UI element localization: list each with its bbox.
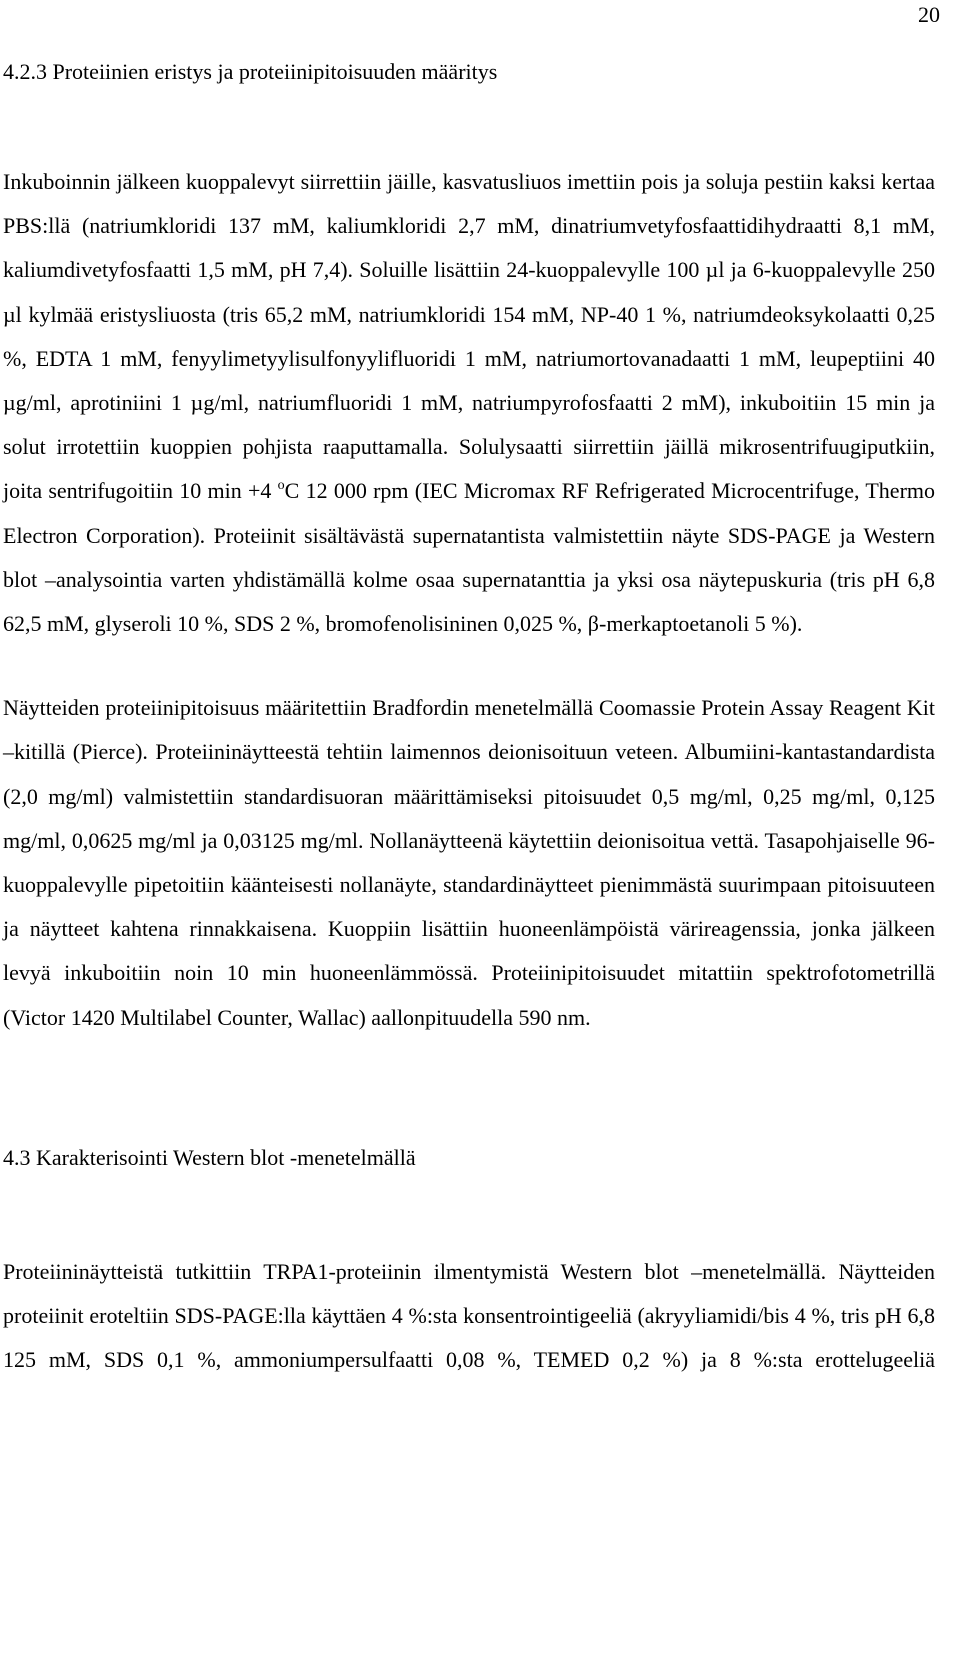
paragraph-text-part: Inkuboinnin jälkeen kuoppalevyt siirrettiin jäille, kasvatusliuos imettiin pois ja soluja pestiin kaksi kertaa PBS:llä (natriumkloridi 137 mM, kaliumkloridi 2,7 mM, dinatriumvetyfosfaattidihydraatti 8,1 mM, kaliumdivetyfosfaatti 1,5 mM, pH 7,4). Soluille lisättiin 24-kuoppalevylle 100 µl ja 6-kuoppalevylle 250 µl kylmää eristysliuosta (tris 65,2 mM, natriumkloridi 154 mM, NP-40 1 %, natriumdeoksykolaatti 0,25 %, EDTA 1 mM, fenyylimetyylisulfonyylifluoridi 1 mM, natriumortovanadaatti 1 mM, leupeptiini 40 µg/ml, aprotiniini 1 µg/ml, natriumfluoridi 1 mM, natriumpyrofosfaatti 2 mM), inkuboitiin 15 min ja solut irrotettiin kuoppien pohjista raaputtamalla. Solulysaatti siirrettiin jäillä mikrosentrifuugiputkiin, joita sentrifugoitiin 10 min +4 [3, 169, 935, 504]
paragraph-protein-concentration: Näytteiden proteiinipitoisuus määritettiin Bradfordin menetelmällä Coomassie Protein Assay Reagent Kit –kitillä (Pierce). Proteiininäytteestä tehtiin laimennos deionisoituun veteen. Albumiini-kantastandardista (2,0 mg/ml) valmistettiin standardisuoran määrittämiseksi pitoisuudet 0,5 mg/ml, 0,25 mg/ml, 0,125 mg/ml, 0,0625 mg/ml ja 0,03125 mg/ml. Nollanäytteenä käytettiin deionisoitua vettä. Tasapohjaiselle 96-kuoppalevylle pipetoitiin käänteisesti nollanäyte, standardinäytteet pienimmästä suurimpaan pitoisuuteen ja näytteet kahtena rinnakkaisena. Kuoppiin lisättiin huoneenlämpöistä värireagenssia, jonka jälkeen levyä inkuboitiin noin 10 min huoneenlämmössä. Proteiinipitoisuudet mitattiin spektrofotometrillä (Victor 1420 Multilabel Counter, Wallac) aallonpituudella 590 nm. [3, 695, 935, 1030]
document-body [3, 52, 935, 1382]
spacer [3, 646, 935, 686]
degree-superscript: o [277, 478, 285, 494]
section-heading-4-3: 4.3 Karakterisointi Western blot -menetelmällä [3, 1144, 416, 1170]
spacer [3, 1040, 935, 1138]
paragraph-western-blot: Proteiininäytteistä tutkittiin TRPA1-proteiinin ilmentymistä Western blot –menetelmällä. Näytteiden proteiinit eroteltiin SDS-PAGE:lla käyttäen 4 %:sta konsentrointigeeliä (akryyliamidi/bis 4 %, tris pH 6,8 125 mM, SDS 0,1 %, ammoniumpersulfaatti 0,08 %, TEMED 0,2 %) ja 8 %:sta erottelugeeliä [3, 1258, 935, 1373]
spacer [3, 92, 935, 160]
paragraph-protein-isolation [3, 160, 935, 646]
paragraph-text-part: C 12 000 rpm (IEC Micromax RF Refrigerated Microcentrifuge, Thermo Electron Corporation). Proteiinit sisältävästä supernatantista valmistettiin näyte SDS-PAGE ja Western blot –analysointia varten yhdistämällä kolme osaa supernatanttia ja yksi osa näytepuskuria (tris pH 6,8 62,5 mM, glyseroli 10 %, SDS 2 %, bromofenolisininen 0,025 %, β-merkaptoetanoli 5 %). [3, 478, 936, 637]
page-number: 20 [918, 2, 940, 27]
spacer [3, 1178, 935, 1250]
section-heading-4-2-3: 4.2.3 Proteiinien eristys ja proteiinipitoisuuden määritys [3, 59, 498, 84]
